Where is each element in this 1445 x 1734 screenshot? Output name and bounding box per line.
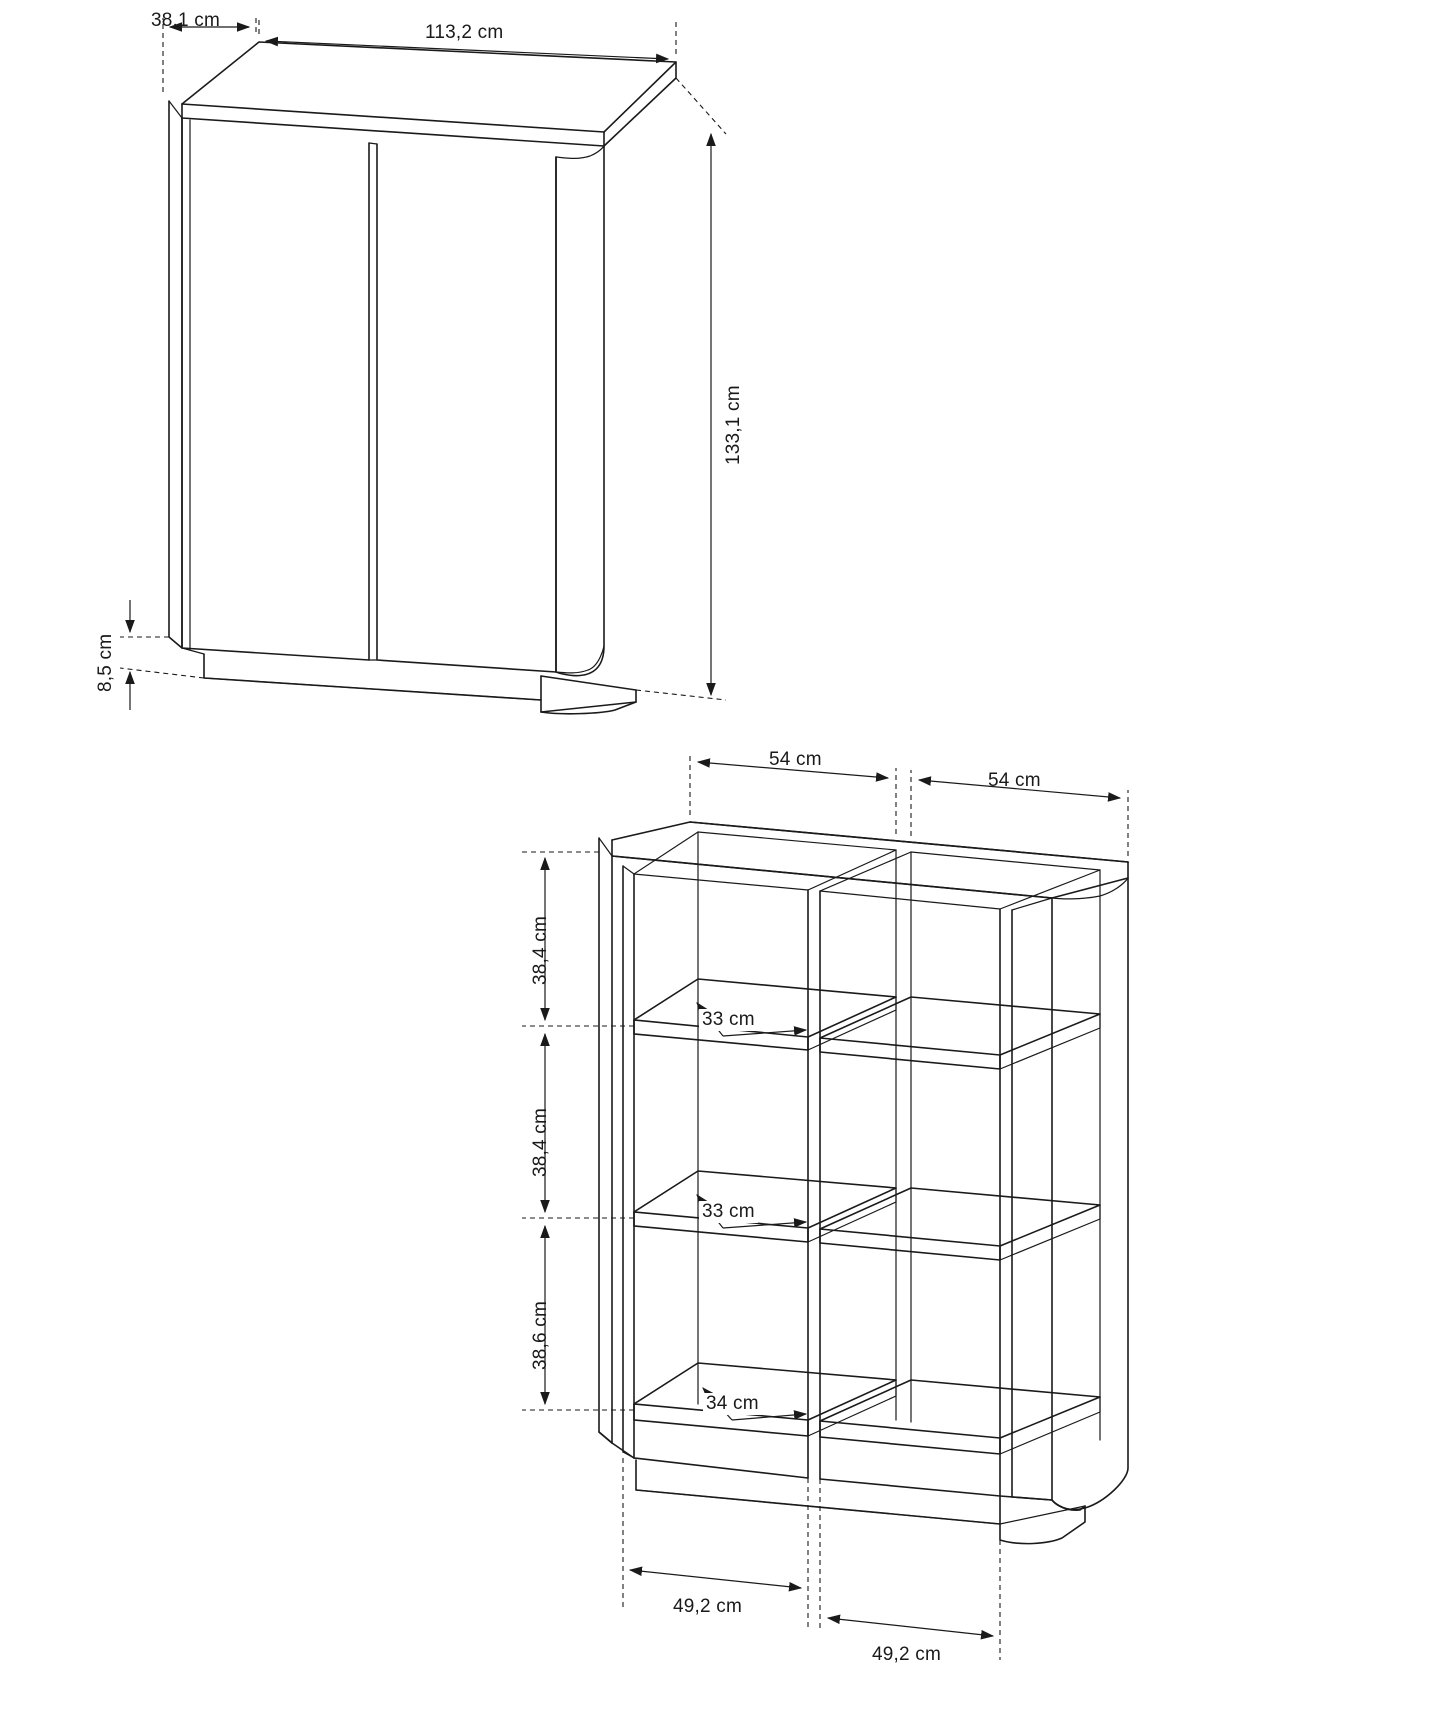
dim-label-shelf-depth-middle-33: 33 cm	[699, 1201, 758, 1223]
dim-label-inner-width-right-49-2: 49,2 cm	[872, 1644, 941, 1665]
closed-cabinet-dimensions	[120, 18, 726, 710]
dim-label-compartment-left-54: 54 cm	[769, 749, 822, 770]
dim-label-depth-38-1: 38,1 cm	[151, 10, 220, 31]
dim-label-inner-width-left-49-2: 49,2 cm	[673, 1596, 742, 1617]
open-cabinet-dimensions	[522, 752, 1128, 1660]
dim-label-shelf-height-bottom-38-6: 38,6 cm	[530, 1301, 551, 1370]
dim-label-plinth-8-5: 8,5 cm	[95, 633, 116, 692]
dim-label-shelf-height-top-38-4: 38,4 cm	[530, 916, 551, 985]
dim-label-shelf-depth-bottom-34: 34 cm	[703, 1393, 762, 1415]
dim-label-width-113-2: 113,2 cm	[425, 22, 504, 43]
dim-label-shelf-depth-top-33: 33 cm	[699, 1009, 758, 1031]
dim-label-compartment-right-54: 54 cm	[988, 770, 1041, 791]
closed-cabinet-body	[169, 42, 676, 714]
open-cabinet-body	[599, 822, 1128, 1544]
dim-label-shelf-height-middle-38-4: 38,4 cm	[530, 1108, 551, 1177]
dim-label-height-133-1: 133,1 cm	[723, 385, 744, 465]
